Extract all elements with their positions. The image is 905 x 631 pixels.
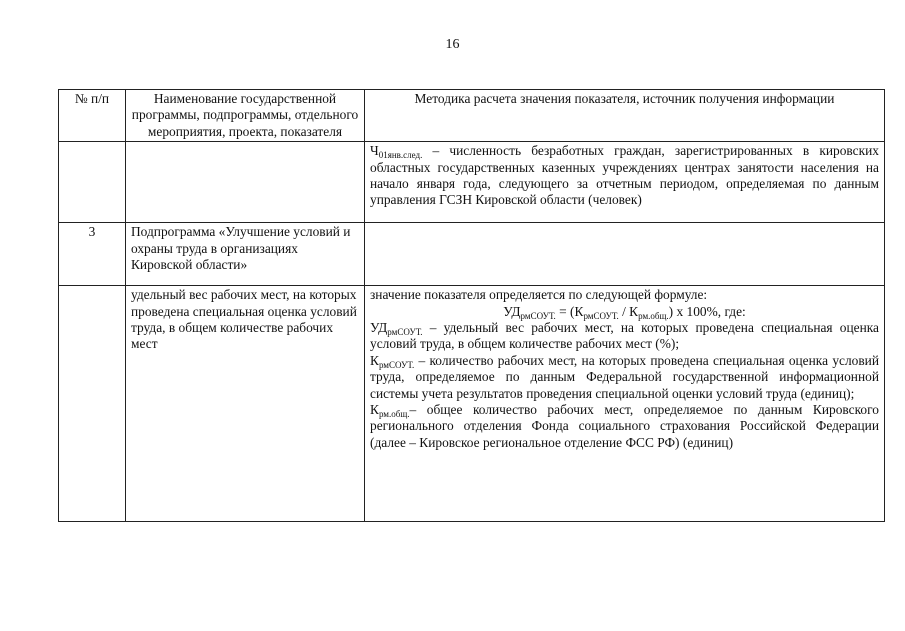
def-k-total-symbol: К [370, 402, 379, 418]
symbol-ch-sub: 01янв.след. [378, 150, 423, 161]
def-ud-text: – удельный вес рабочих мест, на которых проведена специальная оценка условий труда, в общем количестве рабочих мест (%); [370, 320, 879, 352]
header-name: Наименование государственной программы, подпрограммы, отдельного мероприятия, проекта, показателя [126, 90, 365, 142]
cell-subprogram-num: 3 [59, 223, 126, 286]
def-k-total-sub: рм.общ. [378, 409, 410, 420]
def-ud-symbol: УД [370, 320, 388, 336]
methodology-table [58, 89, 885, 522]
def-k-total-text: – общее количество рабочих мест, определяемое по данным Кировского регионального отделения Фонда социального страхования Российской Федерации (далее – Кировское региональное отделение ФСС РФ) (единиц) [370, 402, 879, 450]
def-ud-sub: рмСОУТ. [387, 327, 423, 338]
formula-tail: ) х 100%, где: [668, 303, 746, 319]
formula-k1-sub: рмСОУТ. [583, 310, 619, 321]
cell-subprogram-name: Подпрограмма «Улучшение условий и охраны труда в организациях Кировской области» [126, 223, 365, 286]
cell-indicator-name: удельный вес рабочих мест, на которых проведена специальная оценка условий труда, в общем количестве рабочих мест [126, 286, 365, 522]
header-method: Методика расчета значения показателя, источник получения информации [365, 90, 885, 142]
formula-k2-sub: рм.общ. [638, 310, 669, 321]
table-row-continuation [59, 142, 885, 223]
formula-lhs-sub: рмСОУТ. [520, 310, 556, 321]
table-row-indicator [59, 286, 885, 522]
formula-div: / К [618, 303, 639, 319]
table-row-subprogram [59, 223, 885, 286]
cell-indicator-method [365, 286, 885, 522]
def-k-sout-text: – количество рабочих мест, на которых проведена специальная оценка условий труда, определяемое по данным Федеральной государственной информационной системы учета результатов проведения специальной оценки условий труда (единиц); [370, 352, 879, 401]
cell-continuation-text [365, 142, 885, 223]
header-num: № п/п [59, 90, 126, 142]
formula-lhs: УД [503, 303, 521, 319]
cell-subprogram-method-empty [365, 223, 885, 286]
formula [370, 304, 879, 320]
formula-eq: = (К [555, 303, 584, 319]
definition-ud [370, 320, 879, 353]
def-k-sout-sub: рмСОУТ. [378, 359, 415, 370]
cell-empty-name [126, 142, 365, 223]
cell-indicator-num-empty [59, 286, 126, 522]
page-number: 16 [445, 37, 460, 52]
table-header-row [59, 90, 885, 142]
continuation-text: – численность безработных граждан, зарегистрированных в кировских областных государственных казенных учреждениях центрах занятости населения на начало января года, следующего за отчетным периодом, определяемая по данным управления ГСЗН Кировской области (человек) [370, 143, 879, 208]
definition-k-total [370, 402, 879, 451]
symbol-ch: Ч [370, 143, 379, 159]
definition-k-sout [370, 353, 879, 402]
cell-empty-num [59, 142, 126, 223]
formula-intro: значение показателя определяется по следующей формуле: [370, 287, 708, 303]
def-k-sout-symbol: К [370, 352, 379, 368]
